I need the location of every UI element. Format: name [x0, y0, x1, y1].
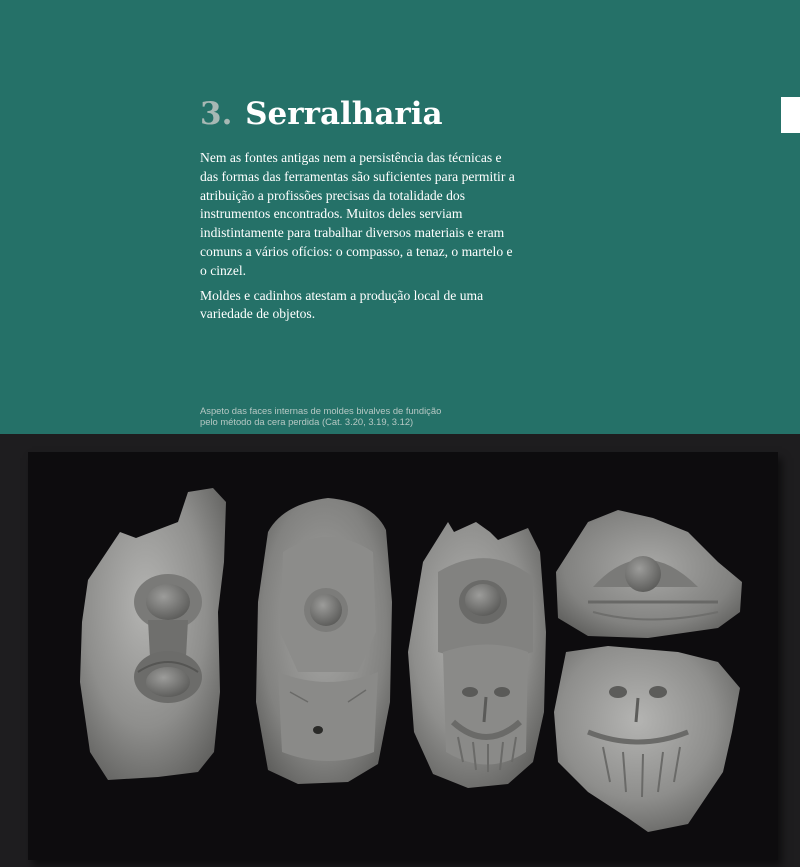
paragraph-1: Nem as fontes antigas nem a persistência das técnicas e das formas das ferramentas são suficientes para permitir a atribuição a profissões precisas da totalidade dos instrumentos encontrados. Muitos deles serviam indistintamente para trabalhar diversos materiais e eram comuns a vários ofícios: o compasso, a tenaz, o martelo e o cinzel. [200, 150, 515, 278]
section-number: 3. [200, 96, 233, 132]
molds-photo-illustration [28, 452, 778, 860]
photo-caption: Aspeto das faces internas de moldes bivalves de fundição pelo método da cera perdida (Cat. 3.20, 3.19, 3.12) [200, 405, 442, 427]
mold-4-bottom [554, 646, 740, 832]
mold-2 [256, 498, 392, 784]
page-edge-tab [781, 97, 800, 133]
molds-photo [28, 452, 778, 860]
body-text [200, 149, 520, 330]
mold-1 [80, 488, 226, 780]
section-title: Serralharia [245, 96, 443, 132]
mold-3 [408, 522, 546, 788]
paragraph-2: Moldes e cadinhos atestam a produção local de uma variedade de objetos. [200, 287, 484, 322]
section-heading [200, 96, 443, 132]
mold-4-top [556, 510, 742, 638]
